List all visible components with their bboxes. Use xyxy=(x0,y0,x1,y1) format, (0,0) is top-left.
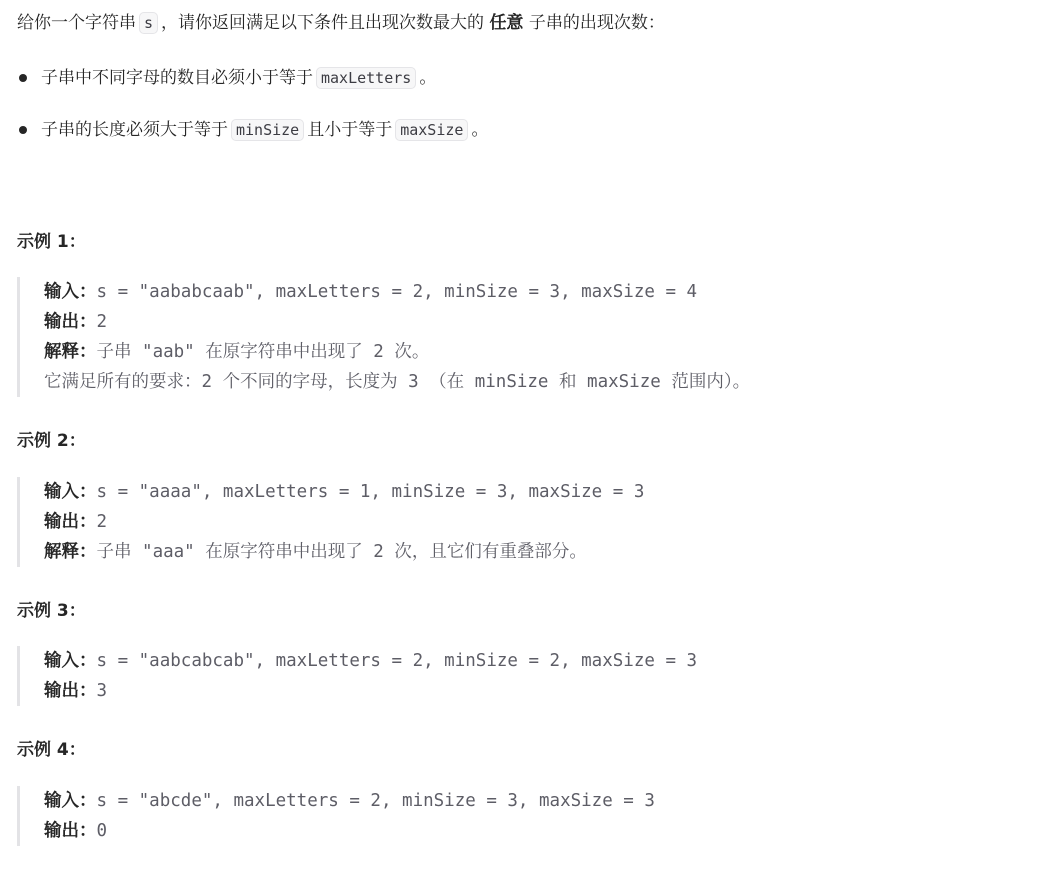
explain-label: 解释： xyxy=(44,342,97,362)
inline-code-s: s xyxy=(139,12,158,34)
example-output: 2 xyxy=(96,312,108,332)
example-input-line xyxy=(44,477,644,507)
example-3-block xyxy=(17,646,697,706)
example-2-title: 示例 2： xyxy=(17,431,86,451)
output-label: 输出： xyxy=(44,312,97,332)
example-output: 0 xyxy=(96,821,108,841)
example-explain-extra: 它满足所有的要求：2 个不同的字母，长度为 3 （在 minSize 和 maxSize 范围内）。 xyxy=(44,372,751,392)
condition-item xyxy=(17,61,488,113)
example-explain: 子串 "aab" 在原字符串中出现了 2 次。 xyxy=(96,342,430,362)
condition-text: 。 xyxy=(471,120,489,140)
condition-text: 子串中不同字母的数目必须小于等于 xyxy=(41,68,313,88)
example-output-line xyxy=(44,676,697,706)
example-1-block xyxy=(17,277,750,397)
inline-code-minsize: minSize xyxy=(231,119,304,141)
example-explain-line xyxy=(44,537,644,567)
intro-text-3: 子串的出现次数： xyxy=(528,13,665,33)
output-label: 输出： xyxy=(44,681,97,701)
input-label: 输入： xyxy=(44,791,97,811)
example-explain-line xyxy=(44,337,750,367)
condition-item xyxy=(17,113,488,165)
explain-label: 解释： xyxy=(44,542,97,562)
intro-text-2: ，请你返回满足以下条件且出现次数最大的 xyxy=(161,13,485,33)
example-1-title: 示例 1： xyxy=(17,232,86,252)
example-input: s = "aababcaab", maxLetters = 2, minSize = 3, maxSize = 4 xyxy=(96,282,698,302)
condition-text: 。 xyxy=(419,68,437,88)
intro-paragraph xyxy=(17,9,665,37)
example-input-line xyxy=(44,786,655,816)
conditions-list xyxy=(17,61,488,165)
input-label: 输入： xyxy=(44,651,97,671)
output-label: 输出： xyxy=(44,512,97,532)
example-input: s = "aaaa", maxLetters = 1, minSize = 3, maxSize = 3 xyxy=(96,482,645,502)
condition-text: 子串的长度必须大于等于 xyxy=(41,120,228,140)
example-output-line xyxy=(44,507,644,537)
inline-code-maxletters: maxLetters xyxy=(316,67,416,89)
input-label: 输入： xyxy=(44,482,97,502)
example-input-line xyxy=(44,277,750,307)
intro-text-1: 给你一个字符串 xyxy=(17,13,136,33)
input-label: 输入： xyxy=(44,282,97,302)
example-output: 2 xyxy=(96,512,108,532)
intro-bold-any: 任意 xyxy=(489,13,524,33)
example-input-line xyxy=(44,646,697,676)
example-output: 3 xyxy=(96,681,108,701)
inline-code-maxsize: maxSize xyxy=(395,119,468,141)
example-output-line xyxy=(44,816,655,846)
example-3-title: 示例 3： xyxy=(17,601,86,621)
example-output-line xyxy=(44,307,750,337)
bullet-icon xyxy=(19,74,27,82)
example-2-block xyxy=(17,477,644,567)
example-4-block xyxy=(17,786,655,846)
example-input: s = "abcde", maxLetters = 2, minSize = 3, maxSize = 3 xyxy=(96,791,655,811)
example-explain: 子串 "aaa" 在原字符串中出现了 2 次，且它们有重叠部分。 xyxy=(96,542,587,562)
example-input: s = "aabcabcab", maxLetters = 2, minSize = 2, maxSize = 3 xyxy=(96,651,698,671)
condition-text: 且小于等于 xyxy=(307,120,393,140)
bullet-icon xyxy=(19,126,27,134)
example-4-title: 示例 4： xyxy=(17,740,86,760)
output-label: 输出： xyxy=(44,821,97,841)
